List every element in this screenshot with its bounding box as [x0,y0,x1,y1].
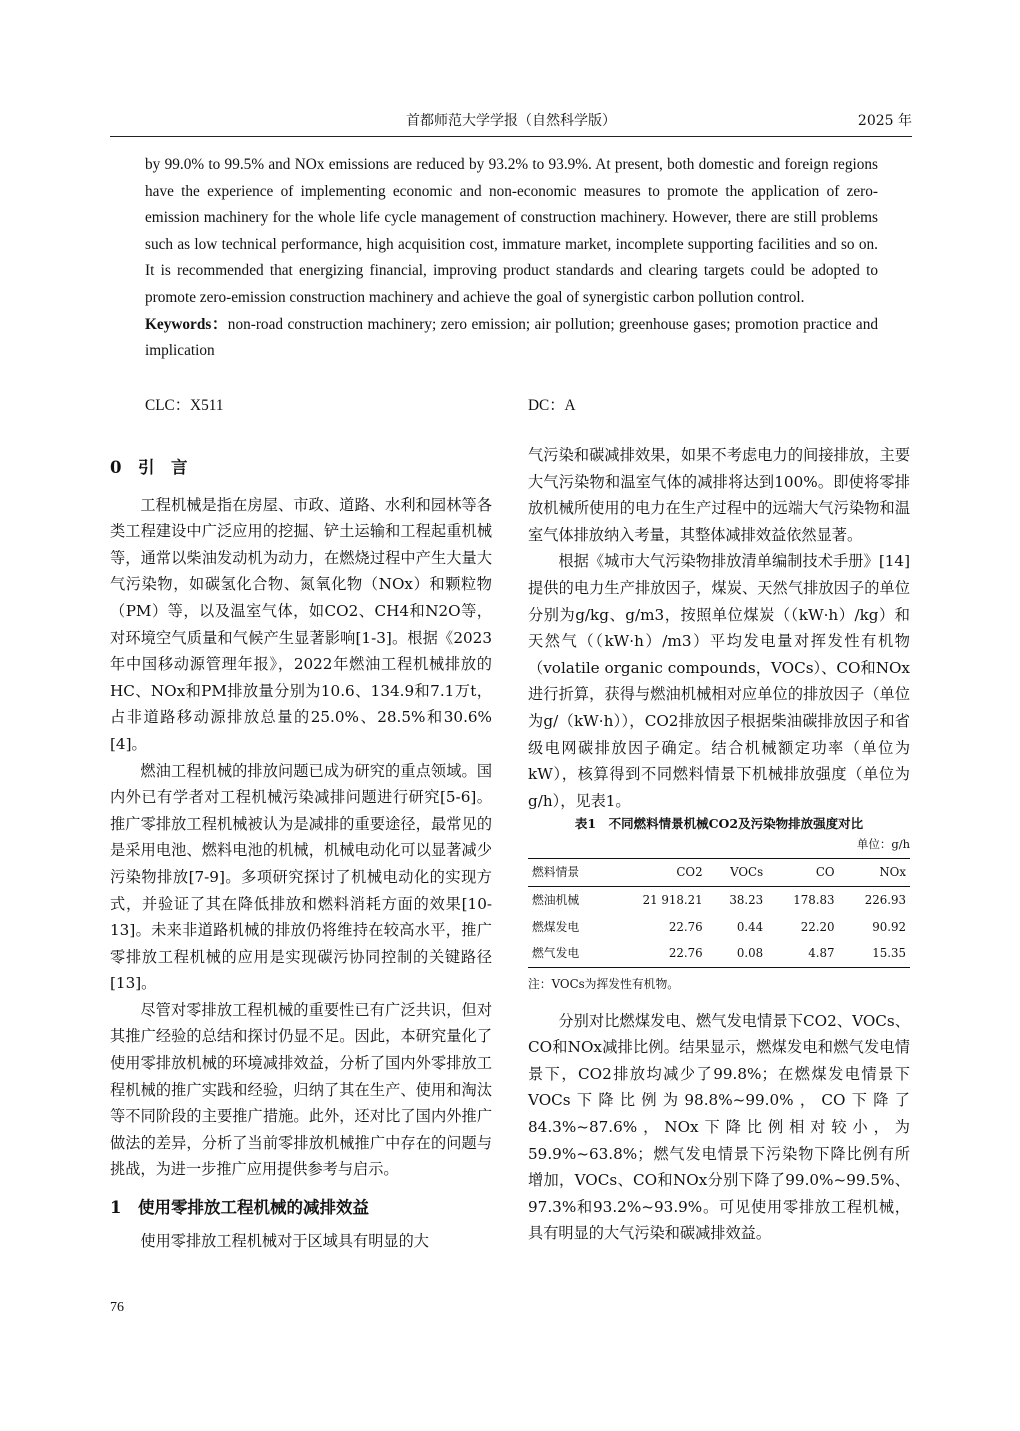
table-cell: 21 918.21 [642,892,703,907]
table-note: 注：VOCs为挥发性有机物。 [528,976,680,991]
table-cell: 22.20 [800,919,835,934]
table-row [528,940,910,967]
paragraph: 气污染和碳减排效果，如果不考虑电力的间接排放，主要大气污染物和温室气体的减排将达到100%。即使将零排放机械所使用的电力在生产过程中的远端大气污染物和温室气体排放纳入考量，其整体减排效益依然显著。 [528,446,910,544]
paragraph: 分别对比燃煤发电、燃气发电情景下CO2、VOCs、CO和NOx减排比例。结果显示，燃煤发电和燃气发电情景下，CO2排放均减少了99.8%；在燃煤发电情景下VOCs下降比例为98.8%~99.0%，CO下降了84.3%~87.6%，NOx下降比例相对较小，为59.9%~63.8%；燃气发电情景下污染物下降比例有所增加，VOCs、CO和NOx分别下降了99.0%~99.5%、97.3%和93.2%~93.9%。可见使用零排放工程机械，具有明显的大气污染和碳减排效益。 [528,1011,910,1243]
table-header-row [528,859,910,887]
left-column [110,455,492,1254]
table-cell: 15.35 [872,946,906,961]
table-cell: 90.92 [872,919,906,934]
right-column [528,442,910,1247]
table-row [528,886,910,913]
paragraph: 尽管对零排放工程机械的重要性已有广泛共识，但对其推广经验的总结和探讨仍显不足。因此，本研究量化了使用零排放机械的环境减排效益，分析了国内外零排放工程机械的推广实践和经验，归纳了其在生产、使用和淘汰等不同阶段的主要推广措施。此外，还对比了国内外推广做法的差异，分析了当前零排放机械推广中存在的问题与挑战，为进一步推广应用提供参考与启示。 [110,1000,492,1179]
table-header-cell: VOCs [730,865,764,880]
header-year: 2025 年 [857,113,912,129]
section-heading-0: 0 引 言 [110,458,188,477]
table-header-cell: CO [815,865,835,880]
page-number: 76 [110,1300,124,1315]
table-cell: 38.23 [729,892,764,907]
table-cell: 178.83 [793,892,835,907]
table-cell: 燃煤发电 [532,919,580,934]
table-cell: 22.76 [668,919,703,934]
table-header-cell: NOx [879,865,906,880]
keywords-label: Keywords： [145,315,228,333]
table-cell: 燃气发电 [532,946,580,961]
paragraph: 根据《城市大气污染物排放清单编制技术手册》[14]提供的电力生产排放因子，煤炭、天然气排放因子的单位分别为g/kg、g/m3，按照单位煤炭（（kW·h）/kg）和天然气（（kW·h）/m3）平均发电量对挥发性有机物（volatile organic compounds，VOCs）、CO和NOx进行折算，获得与燃油机械相对应单位的排放因子（单位为g/（kW·h）），CO2排放因子根据柴油碳排放因子和省级电网碳排放因子确定。结合机械额定功率（单位为kW），核算得到不同燃料情景下机械排放强度（单位为g/h），见表1。 [528,552,910,810]
paragraph: 工程机械是指在房屋、市政、道路、水利和园林等各类工程建设中广泛应用的挖掘、铲土运输和工程起重机械等，通常以柴油发动机为动力，在燃烧过程中产生大量大气污染物，如碳氢化合物、氮氧化物（NOx）和颗粒物（PM）等，以及温室气体，如CO2、CH4和N2O等，对环境空气质量和气候产生显著影响[1-3]。根据《2023年中国移动源管理年报》，2022年燃油工程机械排放的HC、NOx和PM排放量分别为10.6、134.9和7.1万t，占非道路移动源排放总量的25.0%、28.5%和30.6%[4]。 [110,495,492,753]
table-row [528,914,910,941]
dc-code: DC：A [528,397,576,414]
paragraph: 使用零排放工程机械对于区域具有明显的大 [140,1231,429,1250]
keywords-line [145,312,878,365]
english-abstract [145,152,878,365]
table-cell: 0.44 [736,919,764,934]
table-cell: 22.76 [668,946,703,961]
paragraph: 燃油工程机械的排放问题已成为研究的重点领域。国内外已有学者对工程机械污染减排问题进行研究[5-6]。推广零排放工程机械被认为是减排的重要途径，最常见的是采用电池、燃料电池的机械，机械电动化可以显著减少污染物排放[7-9]。多项研究探讨了机械电动化的实现方式，并验证了其在降低排放和燃料消耗方面的效果[10-13]。未来非道路机械的排放仍将维持在较高水平，推广零排放工程机械的应用是实现碳污协同控制的关键路径[13]。 [110,761,492,993]
journal-title: 首都师范大学学报（自然科学版） [406,113,616,129]
table-cell: 226.93 [864,892,906,907]
abstract-text: by 99.0% to 99.5% and NOx emissions are reduced by 93.2% to 93.9%. At present, both domestic and foreign regions have the experience of implementing economic and non-economic measures to promote the application of zero-emission machinery for the whole life cycle management of construction machinery. However, there are still problems such as low technical performance, high acquisition cost, immature market, incomplete supporting facilities and so on. It is recommended that energizing financial, improving product standards and clearing targets could be adopted to promote zero-emission construction machinery and achieve the goal of synergistic carbon pollution control. [145,156,878,306]
running-header [110,108,912,137]
table-header-cell: CO2 [676,865,703,880]
table-header-cell: 燃料情景 [532,865,580,880]
table-caption: 表1 不同燃料情景机械CO2及污染物排放强度对比 [574,816,864,832]
keywords-text: non-road construction machinery; zero emission; air pollution; greenhouse gases; promotion practice and implication [145,315,878,360]
clc-code: CLC：X511 [145,397,224,414]
section-heading-1: 1 使用零排放工程机械的减排效益 [110,1198,369,1218]
table-cell: 0.08 [736,946,764,961]
table-unit: 单位：g/h [856,837,910,852]
table-cell: 4.87 [808,946,835,961]
emission-table [528,858,910,967]
table-cell: 燃油机械 [532,892,580,907]
